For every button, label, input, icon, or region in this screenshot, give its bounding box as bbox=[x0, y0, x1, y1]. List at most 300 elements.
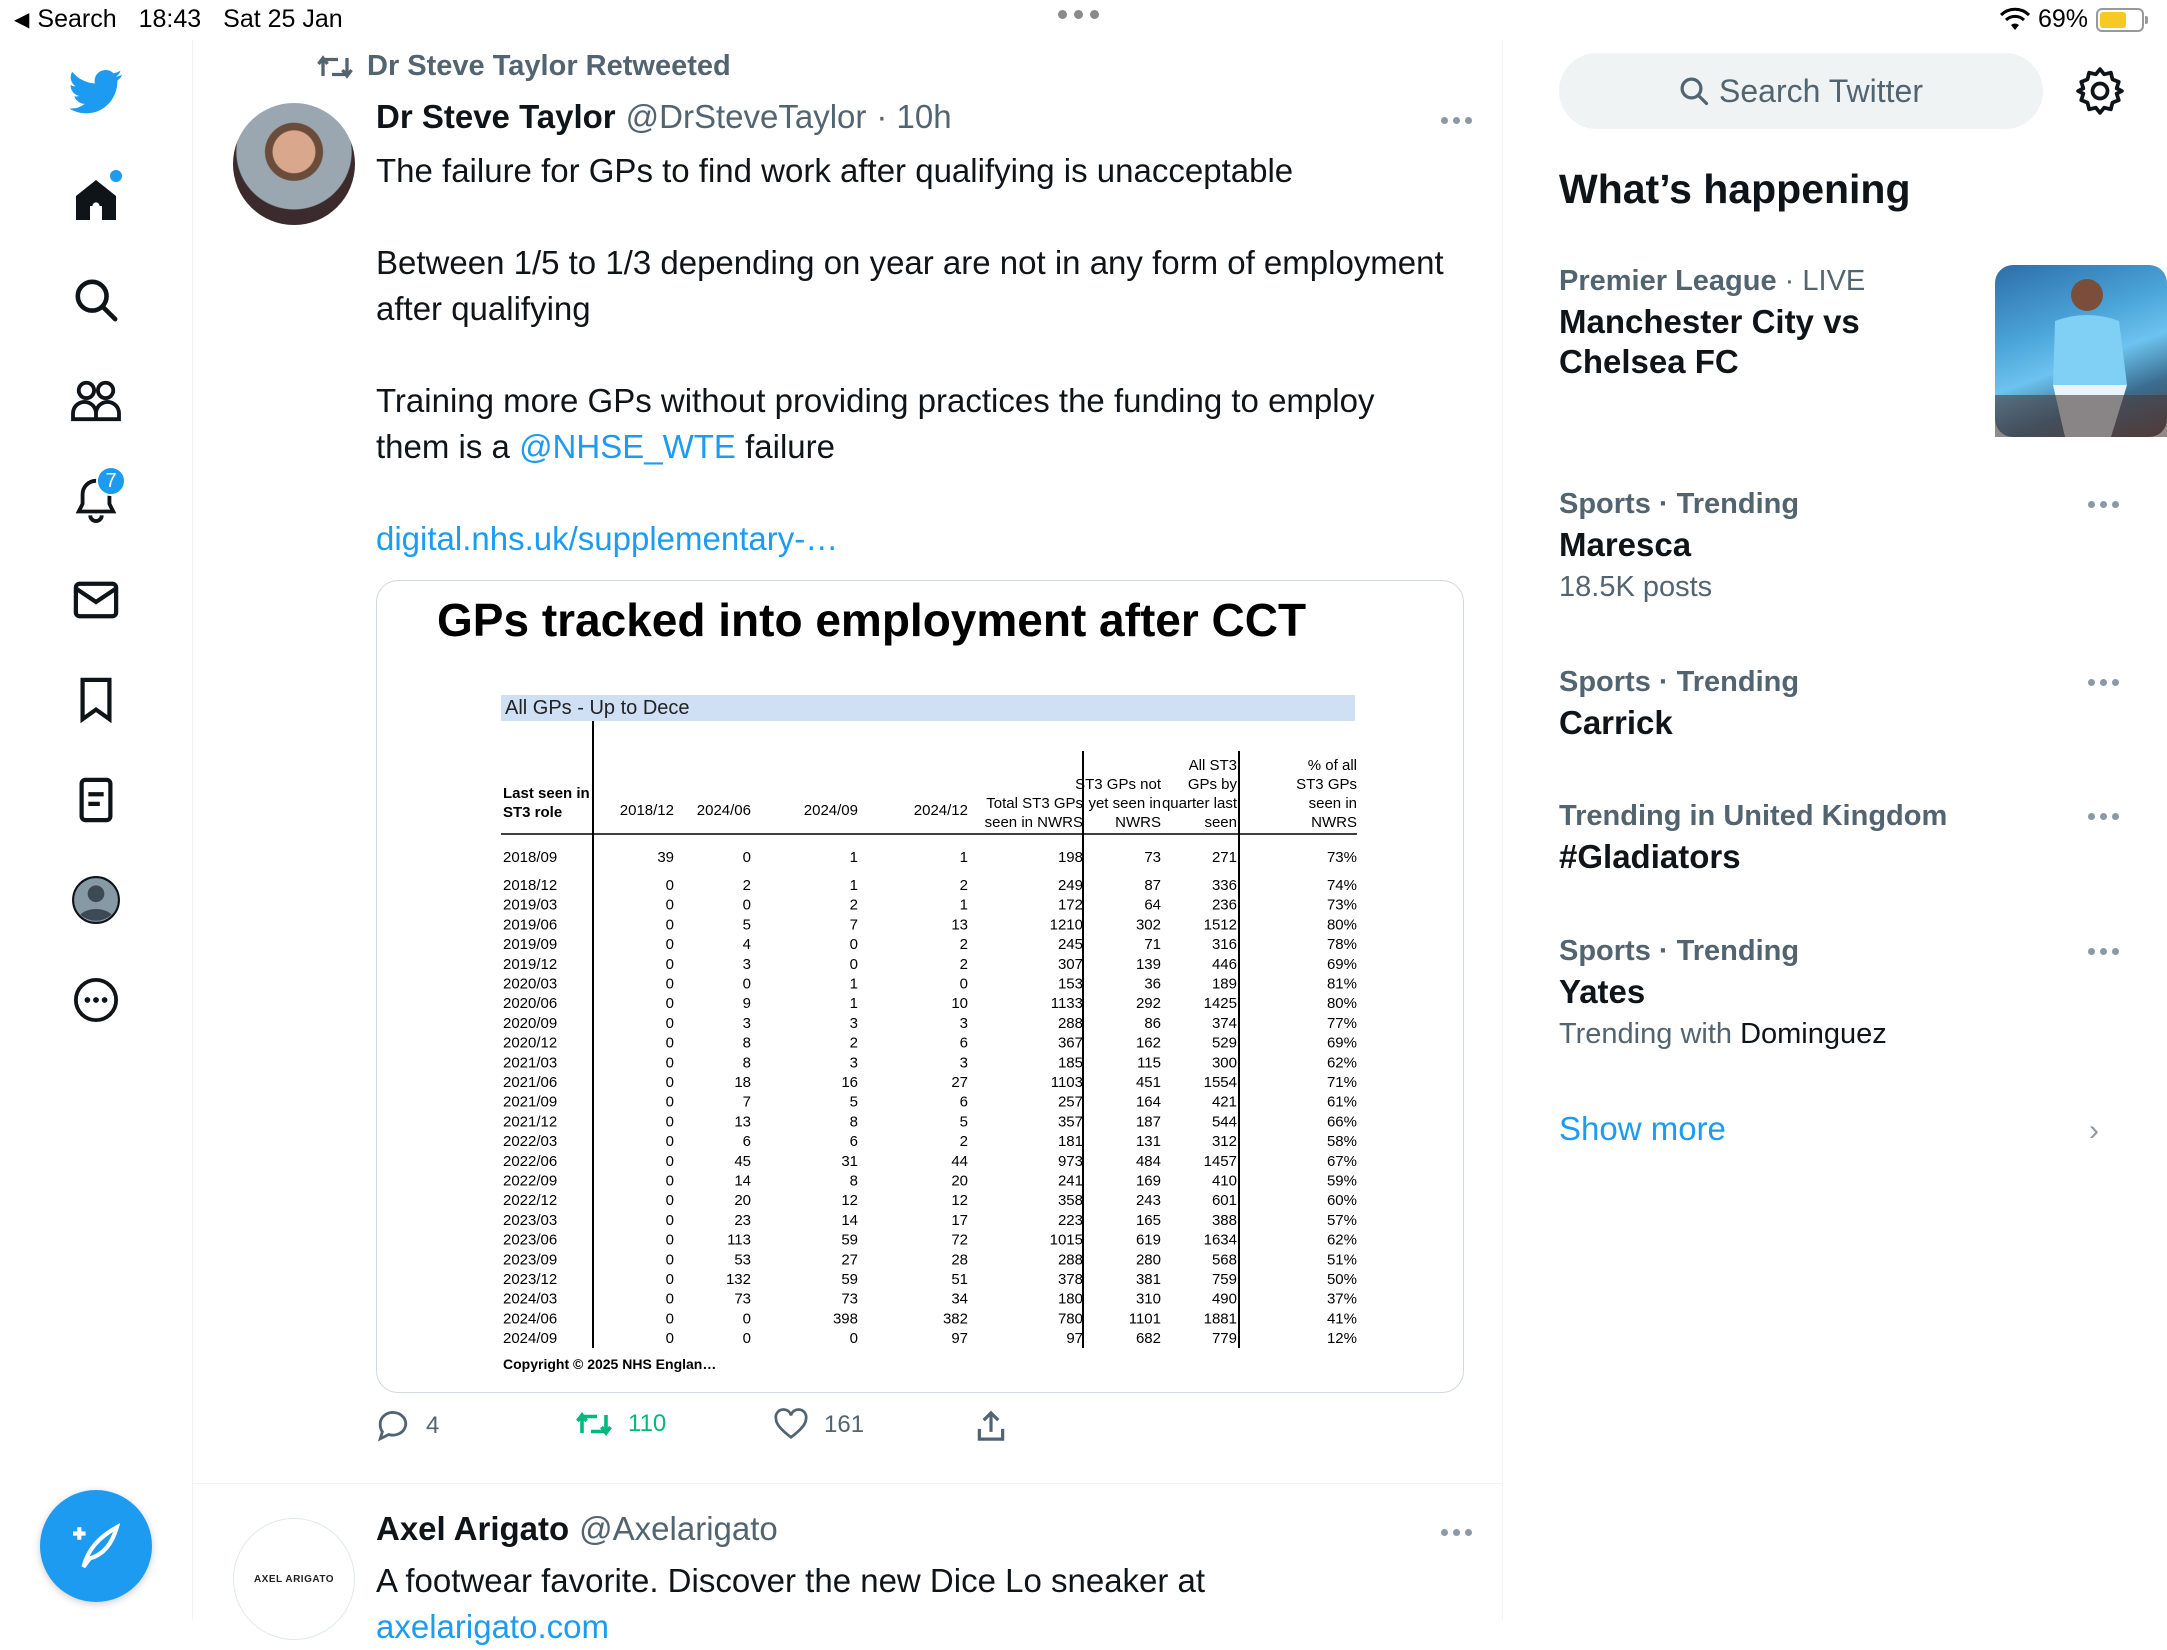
table-cell: 2019/12 bbox=[503, 955, 558, 973]
trend-item[interactable]: Sports · Trending Maresca 18.5K posts bbox=[1559, 488, 2119, 604]
table-cell: 0 bbox=[665, 1211, 674, 1229]
table-cell: 0 bbox=[849, 936, 858, 954]
table-header: seen bbox=[1204, 814, 1237, 831]
table-header: Total ST3 GPs bbox=[986, 795, 1083, 812]
table-cell: 2019/09 bbox=[503, 936, 558, 954]
table-cell: 8 bbox=[849, 1172, 858, 1190]
table-cell: 31 bbox=[841, 1152, 858, 1170]
table-cell: 73% bbox=[1326, 849, 1357, 866]
table-cell: 51% bbox=[1326, 1251, 1357, 1269]
table-header: 2018/12 bbox=[619, 802, 674, 819]
table-cell: 28 bbox=[951, 1251, 968, 1269]
table-header: % of all bbox=[1307, 757, 1357, 774]
trend-more-icon[interactable] bbox=[2088, 501, 2124, 511]
table-cell: 382 bbox=[942, 1310, 968, 1328]
table-cell: 73 bbox=[1144, 849, 1161, 866]
table-header: ST3 GPs bbox=[1296, 776, 1357, 793]
table-cell: 45 bbox=[734, 1152, 751, 1170]
trend-title: #Gladiators bbox=[1559, 838, 1741, 875]
table-cell: 67% bbox=[1326, 1152, 1357, 1170]
trend-title: Yates bbox=[1559, 973, 1646, 1010]
tweet-more-icon[interactable] bbox=[1441, 117, 1477, 127]
tweet2-author-handle[interactable]: @Axelarigato bbox=[579, 1510, 778, 1547]
table-cell: 446 bbox=[1211, 955, 1237, 973]
table-cell: 374 bbox=[1211, 1014, 1237, 1032]
retweet-button[interactable] bbox=[576, 1410, 666, 1438]
table-cell: 87 bbox=[1144, 877, 1161, 894]
table-cell: 5 bbox=[742, 916, 751, 934]
table-cell: 759 bbox=[1211, 1271, 1237, 1288]
table-cell: 300 bbox=[1211, 1054, 1237, 1072]
table-cell: 3 bbox=[959, 1014, 968, 1032]
table-cell: 3 bbox=[849, 1014, 858, 1032]
table-cell: 271 bbox=[1211, 849, 1237, 866]
table-cell: 1 bbox=[959, 896, 968, 914]
table-cell: 66% bbox=[1326, 1113, 1357, 1131]
tweet-time[interactable]: · 10h bbox=[876, 98, 952, 135]
table-cell: 58% bbox=[1326, 1133, 1357, 1151]
table-cell: 97 bbox=[951, 1330, 968, 1348]
trend-more-icon[interactable] bbox=[2088, 813, 2124, 823]
table-cell: 73% bbox=[1326, 896, 1357, 914]
timeline bbox=[193, 40, 1503, 1645]
table-cell: 115 bbox=[1137, 1054, 1161, 1072]
table-cell: 181 bbox=[1057, 1133, 1083, 1151]
heart-icon bbox=[774, 1410, 808, 1440]
mention-link[interactable]: @NHSE_WTE bbox=[519, 428, 736, 465]
tweet-divider bbox=[193, 1483, 1503, 1484]
retweet-icon bbox=[317, 53, 353, 81]
tweet-text bbox=[376, 148, 1456, 608]
table-cell: 44 bbox=[951, 1152, 968, 1170]
table-cell: 77% bbox=[1326, 1014, 1357, 1032]
table-header: GPs by bbox=[1187, 776, 1237, 793]
table-cell: 180 bbox=[1057, 1290, 1083, 1308]
table-cell: 2021/12 bbox=[503, 1113, 558, 1131]
table-cell: 0 bbox=[665, 1290, 674, 1308]
table-cell: 682 bbox=[1135, 1330, 1161, 1348]
tweet2-more-icon[interactable] bbox=[1441, 1529, 1477, 1539]
tweet-actions bbox=[376, 1410, 1076, 1450]
table-cell: 62% bbox=[1326, 1054, 1357, 1072]
table-cell: 241 bbox=[1057, 1172, 1083, 1190]
table-cell: 2020/12 bbox=[503, 1034, 558, 1052]
table-cell: 16 bbox=[841, 1074, 858, 1091]
table-cell: 0 bbox=[665, 1271, 674, 1288]
table-cell: 53 bbox=[734, 1251, 751, 1269]
tweet2-header bbox=[376, 1510, 778, 1548]
table-cell: 0 bbox=[665, 1330, 674, 1348]
compose-feather-icon bbox=[71, 1521, 121, 1571]
axel-arigato-avatar[interactable]: AXEL ARIGATO bbox=[233, 1518, 355, 1640]
notifications-bell-icon[interactable] bbox=[66, 470, 126, 530]
table-cell: 2 bbox=[849, 1034, 858, 1052]
table-cell: 0 bbox=[665, 1251, 674, 1269]
share-button[interactable] bbox=[976, 1410, 1006, 1442]
tweet-line-3: Training more GPs without providing practices the funding to employ them is a @NHSE_WTE failure bbox=[376, 382, 1375, 465]
table-cell: 1512 bbox=[1203, 916, 1237, 934]
table-cell: 0 bbox=[665, 1093, 674, 1111]
table-header: seen in NWRS bbox=[984, 814, 1083, 831]
table-cell: 189 bbox=[1211, 975, 1237, 993]
table-cell: 0 bbox=[665, 1310, 674, 1328]
retweet-count: 110 bbox=[628, 1410, 667, 1437]
table-cell: 185 bbox=[1057, 1054, 1083, 1072]
tweet-line-2: Between 1/5 to 1/3 depending on year are not in any form of employment after qualifying bbox=[376, 244, 1444, 327]
table-cell: 236 bbox=[1211, 896, 1237, 914]
table-cell: 223 bbox=[1057, 1211, 1083, 1229]
wifi-icon bbox=[2000, 8, 2030, 32]
reply-button[interactable] bbox=[376, 1410, 439, 1442]
table-cell: 74% bbox=[1326, 877, 1357, 894]
trend-item[interactable]: Sports · Trending Yates Trending with Dominguez bbox=[1559, 935, 2119, 1051]
home-icon[interactable] bbox=[66, 170, 126, 230]
table-cell: 12 bbox=[841, 1192, 858, 1210]
trend-title: Manchester City vs Chelsea FC bbox=[1559, 303, 1860, 380]
table-cell: 18 bbox=[734, 1074, 751, 1091]
table-cell: 97 bbox=[1066, 1330, 1083, 1348]
table-cell: 198 bbox=[1057, 849, 1083, 866]
table-cell: 20 bbox=[951, 1172, 968, 1190]
bookmark-icon[interactable] bbox=[66, 670, 126, 730]
table-header: NWRS bbox=[1115, 814, 1161, 831]
lists-icon[interactable] bbox=[66, 770, 126, 830]
table-cell: 14 bbox=[841, 1211, 858, 1229]
status-bar bbox=[0, 0, 2160, 40]
status-time: 18:43 bbox=[138, 5, 202, 33]
left-nav bbox=[0, 40, 193, 1620]
table-cell: 2023/06 bbox=[503, 1231, 558, 1249]
table-cell: 60% bbox=[1326, 1192, 1357, 1210]
table-cell: 2018/09 bbox=[503, 849, 558, 866]
table-cell: 71% bbox=[1326, 1074, 1357, 1091]
table-cell: 1 bbox=[849, 995, 858, 1013]
chevron-right-icon[interactable]: › bbox=[2089, 1114, 2099, 1147]
table-cell: 187 bbox=[1135, 1113, 1161, 1131]
table-cell: 1133 bbox=[1050, 995, 1083, 1013]
table-cell: 292 bbox=[1135, 995, 1161, 1013]
table-cell: 1 bbox=[849, 975, 858, 993]
table-cell: 6 bbox=[742, 1133, 751, 1151]
table-cell: 490 bbox=[1211, 1290, 1237, 1308]
compose-tweet-button[interactable] bbox=[40, 1490, 152, 1602]
table-cell: 80% bbox=[1326, 916, 1357, 934]
table-cell: 307 bbox=[1057, 955, 1083, 973]
table-cell: 0 bbox=[665, 1113, 674, 1131]
table-cell: 0 bbox=[665, 1014, 674, 1032]
table-cell: 0 bbox=[665, 995, 674, 1013]
battery-icon bbox=[2096, 8, 2144, 32]
table-cell: 451 bbox=[1135, 1074, 1161, 1091]
table-cell: 381 bbox=[1135, 1271, 1161, 1288]
table-cell: 7 bbox=[742, 1093, 751, 1111]
table-cell: 0 bbox=[959, 975, 968, 993]
trend-item[interactable]: Trending in United Kingdom #Gladiators bbox=[1559, 800, 2119, 877]
table-cell: 779 bbox=[1211, 1330, 1237, 1348]
table-cell: 529 bbox=[1211, 1034, 1237, 1052]
table-cell: 0 bbox=[665, 955, 674, 973]
table-cell: 2018/12 bbox=[503, 877, 558, 894]
table-cell: 69% bbox=[1326, 1034, 1357, 1052]
table-cell: 2023/03 bbox=[503, 1211, 558, 1229]
table-cell: 1457 bbox=[1203, 1152, 1237, 1170]
table-header: NWRS bbox=[1311, 814, 1357, 831]
table-cell: 398 bbox=[832, 1310, 858, 1328]
table-cell: 973 bbox=[1057, 1152, 1083, 1170]
table-cell: 249 bbox=[1057, 877, 1083, 894]
table-cell: 780 bbox=[1057, 1310, 1083, 1328]
table-cell: 14 bbox=[734, 1172, 751, 1190]
more-options-icon[interactable] bbox=[66, 970, 126, 1030]
back-label[interactable]: Search bbox=[37, 5, 117, 33]
reply-count: 4 bbox=[426, 1412, 440, 1439]
battery-percent: 69% bbox=[2037, 5, 2088, 33]
table-cell: 3 bbox=[849, 1054, 858, 1072]
table-cell: 59 bbox=[841, 1271, 858, 1288]
share-icon bbox=[976, 1410, 1006, 1442]
table-cell: 2024/06 bbox=[503, 1310, 558, 1328]
table-cell: 1103 bbox=[1050, 1074, 1083, 1091]
table-cell: 2021/06 bbox=[503, 1074, 558, 1091]
table-cell: 10 bbox=[951, 995, 968, 1013]
trend-item[interactable]: Premier League · LIVE Manchester City vs Chelsea FC bbox=[1559, 265, 2119, 382]
table-cell: 131 bbox=[1135, 1133, 1161, 1151]
media-title: GPs tracked into employment after CCT bbox=[437, 594, 1307, 646]
table-cell: 357 bbox=[1057, 1113, 1083, 1131]
search-icon bbox=[1679, 76, 1709, 106]
trend-title: Carrick bbox=[1559, 704, 1673, 741]
table-header: 2024/09 bbox=[803, 802, 858, 819]
home-unread-dot bbox=[110, 170, 122, 182]
table-cell: 302 bbox=[1135, 916, 1161, 934]
table-cell: 8 bbox=[742, 1054, 751, 1072]
table-cell: 0 bbox=[742, 896, 751, 914]
notifications-badge: 7 bbox=[96, 466, 126, 496]
table-cell: 0 bbox=[665, 916, 674, 934]
search-twitter-input[interactable] bbox=[1559, 53, 2043, 129]
table-cell: 69% bbox=[1326, 955, 1357, 973]
tweet2-text: A footwear favorite. Discover the new Dice Lo sneaker at axelarigato.com bbox=[376, 1558, 1456, 1650]
table-cell: 245 bbox=[1057, 936, 1083, 954]
table-cell: 2021/03 bbox=[503, 1054, 558, 1072]
tweet2-link[interactable]: axelarigato.com bbox=[376, 1608, 609, 1645]
table-cell: 0 bbox=[665, 1074, 674, 1091]
table-cell: 36 bbox=[1144, 975, 1161, 993]
table-cell: 310 bbox=[1135, 1290, 1161, 1308]
gp-employment-table bbox=[377, 581, 1465, 1394]
table-cell: 27 bbox=[841, 1251, 858, 1269]
search-placeholder: Search Twitter bbox=[1719, 72, 1923, 109]
table-cell: 601 bbox=[1211, 1192, 1237, 1210]
table-cell: 2020/09 bbox=[503, 1014, 558, 1032]
author-handle[interactable]: @DrSteveTaylor bbox=[625, 98, 867, 135]
table-cell: 0 bbox=[665, 1231, 674, 1249]
table-header: quarter last bbox=[1161, 795, 1237, 812]
communities-icon[interactable] bbox=[66, 370, 126, 430]
media-banner: All GPs - Up to Dece bbox=[501, 695, 1355, 721]
table-cell: 410 bbox=[1211, 1172, 1237, 1190]
table-cell: 288 bbox=[1057, 1014, 1083, 1032]
trend-item[interactable]: Sports · Trending Carrick bbox=[1559, 666, 2119, 743]
table-cell: 8 bbox=[849, 1113, 858, 1131]
table-cell: 20 bbox=[734, 1192, 751, 1210]
like-button[interactable] bbox=[774, 1410, 864, 1440]
table-cell: 0 bbox=[742, 1330, 751, 1348]
table-cell: 0 bbox=[665, 1034, 674, 1052]
table-cell: 113 bbox=[727, 1231, 751, 1249]
table-cell: 0 bbox=[665, 1133, 674, 1151]
table-cell: 0 bbox=[665, 1054, 674, 1072]
table-cell: 73 bbox=[734, 1290, 751, 1308]
table-cell: 2 bbox=[959, 955, 968, 973]
trend-thumbnail-image[interactable] bbox=[1995, 265, 2167, 437]
table-cell: 2019/06 bbox=[503, 916, 558, 934]
settings-gear-icon[interactable] bbox=[2075, 66, 2125, 116]
table-cell: 78% bbox=[1326, 936, 1357, 954]
table-cell: 3 bbox=[959, 1054, 968, 1072]
show-more-link[interactable]: Show more bbox=[1559, 1110, 1726, 1147]
table-header: seen in bbox=[1308, 795, 1357, 812]
tweet-url-link[interactable]: digital.nhs.uk/supplementary-… bbox=[376, 520, 839, 557]
tweet-media-image[interactable] bbox=[376, 580, 1464, 1393]
table-cell: 80% bbox=[1326, 995, 1357, 1013]
table-cell: 2023/12 bbox=[503, 1271, 558, 1288]
table-cell: 2 bbox=[959, 936, 968, 954]
trend-title: Maresca bbox=[1559, 526, 1692, 563]
table-cell: 2 bbox=[959, 877, 968, 894]
table-cell: 316 bbox=[1211, 936, 1237, 954]
author-name[interactable]: Dr Steve Taylor bbox=[376, 98, 616, 135]
table-cell: 23 bbox=[734, 1211, 751, 1229]
table-cell: 0 bbox=[742, 975, 751, 993]
table-cell: 64 bbox=[1144, 896, 1161, 914]
table-cell: 0 bbox=[742, 1310, 751, 1328]
table-cell: 71 bbox=[1144, 936, 1161, 954]
table-cell: 7 bbox=[849, 916, 858, 934]
table-cell: 59 bbox=[841, 1231, 858, 1249]
table-cell: 2 bbox=[959, 1133, 968, 1151]
table-cell: 0 bbox=[849, 1330, 858, 1348]
table-cell: 86 bbox=[1144, 1014, 1161, 1032]
table-cell: 17 bbox=[951, 1211, 968, 1229]
retweet-context[interactable] bbox=[317, 50, 731, 83]
table-cell: 6 bbox=[959, 1034, 968, 1052]
table-cell: 162 bbox=[1135, 1034, 1161, 1052]
retweet-icon bbox=[576, 1410, 612, 1438]
like-count: 161 bbox=[824, 1411, 865, 1438]
table-cell: 5 bbox=[959, 1113, 968, 1131]
tweet2-author-name[interactable]: Axel Arigato bbox=[376, 1510, 570, 1547]
table-header: 2024/12 bbox=[913, 802, 968, 819]
table-cell: 1210 bbox=[1049, 916, 1083, 934]
table-cell: 2022/06 bbox=[503, 1152, 558, 1170]
trend-more-icon[interactable] bbox=[2088, 679, 2124, 689]
table-cell: 2020/06 bbox=[503, 995, 558, 1013]
table-cell: 13 bbox=[951, 916, 968, 934]
table-cell: 2019/03 bbox=[503, 896, 558, 914]
table-cell: 165 bbox=[1135, 1211, 1161, 1229]
table-header: All ST3 bbox=[1188, 757, 1237, 774]
table-cell: 484 bbox=[1135, 1152, 1161, 1170]
table-cell: 12 bbox=[951, 1192, 968, 1210]
table-cell: 1101 bbox=[1128, 1310, 1161, 1328]
table-cell: 2022/09 bbox=[503, 1172, 558, 1190]
table-header: ST3 GPs not bbox=[1075, 776, 1161, 793]
table-cell: 2 bbox=[849, 896, 858, 914]
table-cell: 1554 bbox=[1203, 1074, 1237, 1091]
table-cell: 0 bbox=[665, 1172, 674, 1190]
table-cell: 1 bbox=[849, 849, 858, 866]
table-cell: 50% bbox=[1326, 1271, 1357, 1288]
table-cell: 81% bbox=[1326, 975, 1357, 993]
status-date: Sat 25 Jan bbox=[223, 5, 343, 33]
table-cell: 0 bbox=[665, 975, 674, 993]
multitask-dots-icon[interactable] bbox=[1058, 10, 1099, 19]
table-cell: 0 bbox=[665, 936, 674, 954]
table-cell: 153 bbox=[1057, 975, 1083, 993]
author-avatar[interactable] bbox=[233, 103, 355, 225]
table-header: Last seen in bbox=[503, 785, 590, 802]
table-cell: 3 bbox=[742, 1014, 751, 1032]
table-cell: 2022/03 bbox=[503, 1133, 558, 1151]
table-cell: 8 bbox=[742, 1034, 751, 1052]
table-cell: 336 bbox=[1211, 877, 1237, 894]
table-cell: 62% bbox=[1326, 1231, 1357, 1249]
back-arrow-icon[interactable]: ◀ bbox=[14, 9, 30, 31]
table-header: 2024/06 bbox=[696, 802, 751, 819]
table-cell: 73 bbox=[841, 1290, 858, 1308]
table-cell: 312 bbox=[1211, 1133, 1237, 1151]
table-cell: 0 bbox=[742, 849, 751, 866]
table-cell: 164 bbox=[1135, 1093, 1161, 1111]
table-cell: 61% bbox=[1326, 1093, 1357, 1111]
trend-subtitle: Trending with Dominguez bbox=[1559, 1018, 1887, 1050]
table-cell: 169 bbox=[1135, 1172, 1161, 1190]
media-copyright: Copyright © 2025 NHS Englan… bbox=[503, 1356, 717, 1372]
table-cell: 72 bbox=[951, 1231, 968, 1249]
retweeted-by-label: Dr Steve Taylor Retweeted bbox=[367, 50, 731, 82]
profile-avatar-icon[interactable] bbox=[66, 870, 126, 930]
table-cell: 2024/09 bbox=[503, 1330, 558, 1348]
table-cell: 1425 bbox=[1203, 995, 1237, 1013]
table-cell: 280 bbox=[1135, 1251, 1161, 1269]
table-cell: 619 bbox=[1135, 1231, 1161, 1249]
trend-more-icon[interactable] bbox=[2088, 948, 2124, 958]
table-cell: 13 bbox=[734, 1113, 751, 1131]
table-cell: 12% bbox=[1326, 1330, 1357, 1348]
messages-envelope-icon[interactable] bbox=[66, 570, 126, 630]
table-cell: 172 bbox=[1057, 896, 1083, 914]
table-cell: 9 bbox=[742, 995, 751, 1013]
table-cell: 388 bbox=[1211, 1211, 1237, 1229]
table-cell: 3 bbox=[742, 955, 751, 973]
table-cell: 257 bbox=[1057, 1093, 1083, 1111]
tweet-line-1: The failure for GPs to find work after qualifying is unacceptable bbox=[376, 152, 1294, 189]
table-cell: 2022/12 bbox=[503, 1192, 558, 1210]
table-cell: 59% bbox=[1326, 1172, 1357, 1190]
search-icon[interactable] bbox=[66, 270, 126, 330]
table-cell: 1634 bbox=[1203, 1231, 1237, 1249]
tweet-header bbox=[376, 98, 952, 136]
table-cell: 421 bbox=[1211, 1093, 1237, 1111]
table-cell: 39 bbox=[657, 849, 674, 866]
table-cell: 4 bbox=[742, 936, 751, 954]
table-cell: 568 bbox=[1211, 1251, 1237, 1269]
twitter-logo-icon[interactable] bbox=[66, 62, 126, 122]
table-cell: 27 bbox=[951, 1074, 968, 1091]
table-cell: 132 bbox=[725, 1271, 751, 1288]
table-cell: 2024/03 bbox=[503, 1290, 558, 1308]
